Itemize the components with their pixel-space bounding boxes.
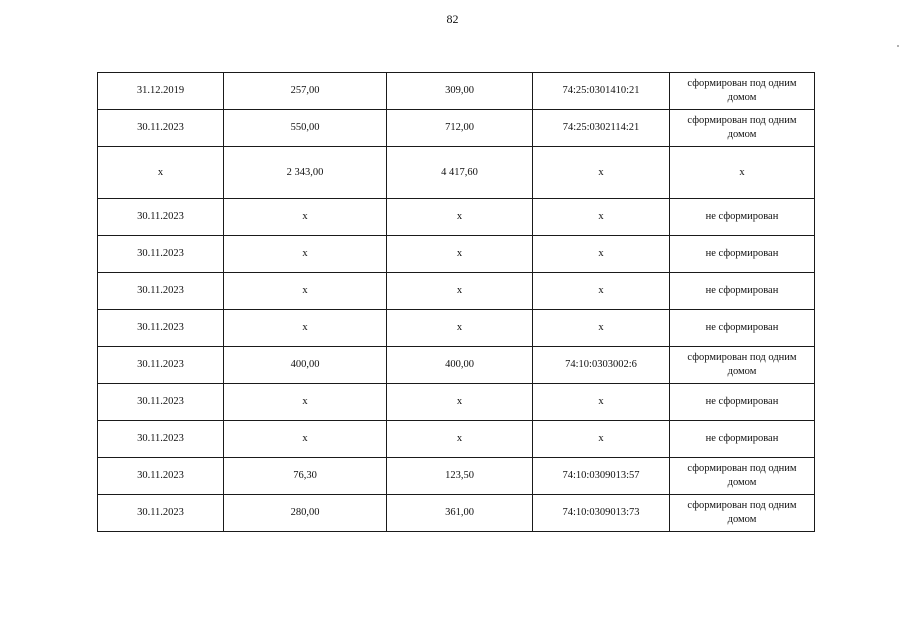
- cell-status: сформирован под одним домом: [670, 347, 815, 384]
- cell-cadastral-number: 74:25:0302114:21: [533, 110, 670, 147]
- cell-date: 30.11.2023: [98, 199, 224, 236]
- cell-area-a: х: [224, 421, 387, 458]
- cell-cadastral-number: х: [533, 421, 670, 458]
- cell-date: 30.11.2023: [98, 310, 224, 347]
- cell-area-a: х: [224, 384, 387, 421]
- cell-area-b: х: [387, 199, 533, 236]
- cell-area-a: 257,00: [224, 73, 387, 110]
- cell-status: х: [670, 147, 815, 199]
- table-row: [98, 273, 815, 310]
- cell-date: 30.11.2023: [98, 384, 224, 421]
- cell-area-a: 280,00: [224, 495, 387, 532]
- cell-cadastral-number: 74:10:0309013:57: [533, 458, 670, 495]
- table-row: [98, 495, 815, 532]
- cell-date: 30.11.2023: [98, 495, 224, 532]
- cell-area-a: 2 343,00: [224, 147, 387, 199]
- cell-status: сформирован под одним домом: [670, 458, 815, 495]
- cell-cadastral-number: 74:10:0303002:6: [533, 347, 670, 384]
- table-row-total: [98, 147, 815, 199]
- cell-area-a: 550,00: [224, 110, 387, 147]
- cell-status: сформирован под одним домом: [670, 110, 815, 147]
- cell-area-a: х: [224, 236, 387, 273]
- cell-cadastral-number: 74:10:0309013:73: [533, 495, 670, 532]
- table-row: [98, 347, 815, 384]
- cell-area-a: х: [224, 273, 387, 310]
- cell-cadastral-number: 74:25:0301410:21: [533, 73, 670, 110]
- cell-area-b: 712,00: [387, 110, 533, 147]
- cell-status: не сформирован: [670, 421, 815, 458]
- cell-status: не сформирован: [670, 236, 815, 273]
- cell-status: не сформирован: [670, 199, 815, 236]
- cell-date: 30.11.2023: [98, 347, 224, 384]
- cell-area-b: 4 417,60: [387, 147, 533, 199]
- cell-area-a: х: [224, 310, 387, 347]
- cell-area-b: 123,50: [387, 458, 533, 495]
- cell-cadastral-number: х: [533, 384, 670, 421]
- cell-cadastral-number: х: [533, 147, 670, 199]
- scan-artifact-dot: [897, 45, 899, 47]
- cell-area-b: 400,00: [387, 347, 533, 384]
- cell-area-b: х: [387, 236, 533, 273]
- table-row: [98, 236, 815, 273]
- cell-date: 30.11.2023: [98, 110, 224, 147]
- cell-date: 30.11.2023: [98, 421, 224, 458]
- table-row: [98, 421, 815, 458]
- cell-area-b: 361,00: [387, 495, 533, 532]
- cell-cadastral-number: х: [533, 199, 670, 236]
- cell-status: не сформирован: [670, 384, 815, 421]
- page-number: 82: [446, 12, 459, 26]
- cell-status: сформирован под одним домом: [670, 495, 815, 532]
- cell-status: не сформирован: [670, 310, 815, 347]
- table-row: [98, 310, 815, 347]
- cell-date: 31.12.2019: [98, 73, 224, 110]
- cell-date: 30.11.2023: [98, 458, 224, 495]
- cell-cadastral-number: х: [533, 236, 670, 273]
- table-row: [98, 199, 815, 236]
- cell-cadastral-number: х: [533, 310, 670, 347]
- cell-status: сформирован под одним домом: [670, 73, 815, 110]
- cell-area-b: х: [387, 273, 533, 310]
- cell-area-a: 76,30: [224, 458, 387, 495]
- table-row: [98, 458, 815, 495]
- cell-area-b: 309,00: [387, 73, 533, 110]
- data-table: [97, 72, 815, 532]
- cell-area-b: х: [387, 310, 533, 347]
- cell-area-a: х: [224, 199, 387, 236]
- table-row: [98, 384, 815, 421]
- table-row: [98, 73, 815, 110]
- cell-date: х: [98, 147, 224, 199]
- table-row: [98, 110, 815, 147]
- cell-area-b: х: [387, 384, 533, 421]
- cell-area-a: 400,00: [224, 347, 387, 384]
- cell-cadastral-number: х: [533, 273, 670, 310]
- cell-date: 30.11.2023: [98, 236, 224, 273]
- cell-area-b: х: [387, 421, 533, 458]
- cell-status: не сформирован: [670, 273, 815, 310]
- cell-date: 30.11.2023: [98, 273, 224, 310]
